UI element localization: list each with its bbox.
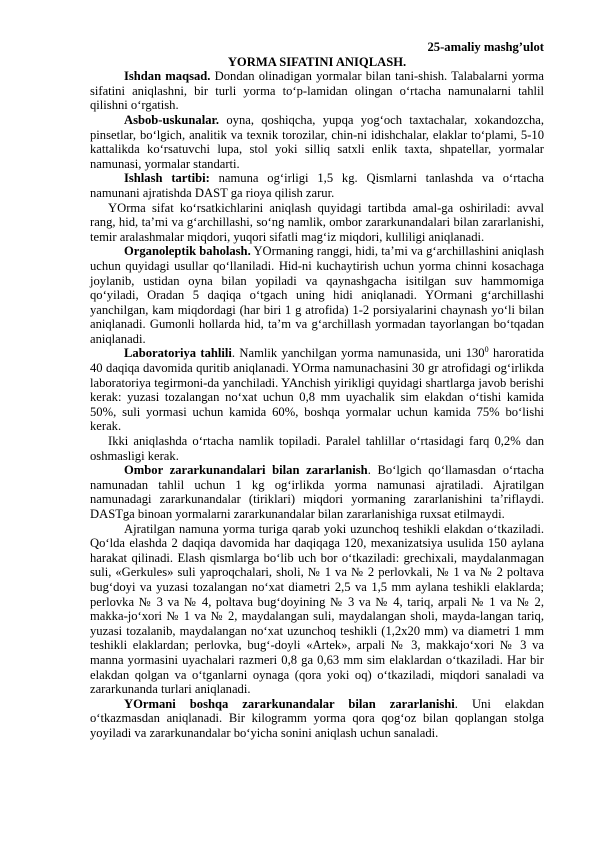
procedure-label: Ishlash tartibi: bbox=[124, 171, 210, 186]
goal-text: Dondan olinadigan yormalar bilan tani-shish. Talabalarni yorma sifatini aniqlashni, bir turli yorma to‘p-lamidan olingan o‘rtacha namunalarni tahlil qilishni o‘rgatish. bbox=[90, 69, 544, 113]
equipment-text: oyna, qoshiqcha, yupqa yog‘och taxtachalar, xokandozcha, pinsetlar, bo‘lgich, analitik va texnik torozilar, chin-ni idishchalar, elaklar to‘plami, 5-10 kattalikda ko‘rsatuvchi lupa, stol yoki silliq satxli enlik taxta, shpatellar, yormalar namunasi, yormalar standarti. bbox=[90, 112, 544, 171]
procedure-text: namuna og‘irligi 1,5 kg. Qismlarni tanlashda va o‘rtacha namunani ajratishda DAST ga rioya qilish zarur. bbox=[90, 171, 544, 200]
document-title: YORMA SIFATINI ANIQLASH. bbox=[227, 54, 407, 69]
storage-pests-text: . Bo‘lgich qo‘llamasdan o‘rtacha namunadan tahlil uchun 1 kg og‘irlikda yorma namunasi ajratiladi. Ajratilgan namunadagi zararkunandalar (tiriklari) miqdori yormaning zararlanishini ta’riflaydi. DASTga binoan yormalarni zararkunandalar bilan zararlanishiga ruxsat etilmaydi. bbox=[90, 463, 544, 521]
paragraph-organoleptic bbox=[90, 244, 544, 346]
lesson-number: 25-amaliy mashg’ulot bbox=[427, 40, 544, 54]
other-pests-text: . Uni elakdan o‘tkazmasdan aniqlanadi. Bir kilogramm yorma qora qog‘oz bilan qoplangan stolga yoyiladi va zararkunandalar bo‘yicha sonini aniqlash uchun sanaladi. bbox=[90, 696, 544, 740]
laboratory-label: Laboratoriya tahlili bbox=[124, 346, 232, 361]
laboratory-text-a: . Namlik yanchilgan yorma namunasida, uni 130 bbox=[231, 346, 485, 361]
storage-pests-label: Ombor zararkunandalari bilan zararlanish bbox=[124, 463, 368, 478]
paragraph-moisture-average: Ikki aniqlashda o‘rtacha namlik topiladi. Paralel tahlillar o‘rtasidagi farq 0,2% dan oshmasligi kerak. bbox=[90, 434, 544, 463]
degree-superscript: 0 bbox=[484, 345, 489, 355]
organoleptic-label: Organoleptik baholash. bbox=[124, 244, 251, 259]
paragraph-equipment bbox=[90, 113, 544, 171]
other-pests-label: YOrmani boshqa zararkunandalar bilan zararlanishi bbox=[124, 696, 455, 711]
paragraph-other-pests bbox=[90, 697, 544, 741]
goal-label: Ishdan maqsad. bbox=[124, 69, 211, 84]
equipment-label: Asbob-uskunalar. bbox=[124, 112, 220, 127]
paragraph-goal bbox=[90, 69, 544, 113]
paragraph-laboratory bbox=[90, 346, 544, 434]
organoleptic-text: YOrmaning ranggi, hidi, ta’mi va g‘archillashini aniqlash uchun quyidagi usullar qo‘llaniladi. Hid-ni kuchaytirish uchun yorma chinni kosachaga joylanib, ustidan oyna bilan yopiladi va qaynashgacha isitilgan suv hammomiga qo‘yiladi, Oradan 5 daqiqa o‘tgach uning hidi aniqlanadi. YOrmani g‘archillashi yanchilgan, kam miqdordagi (har biri 1 g atrofida) 1-2 porsiyalarini chaynash yo‘li bilan aniqlanadi. Gumonli hollarda hid, ta’m va g‘archillash yormadan tayorlangan bo‘tqadan aniqlanadi. bbox=[90, 244, 544, 346]
paragraph-storage-pests bbox=[90, 463, 544, 521]
laboratory-text-b: haroratida 40 daqiqa davomida quritib aniqlanadi. YOrma namunachasini 30 gr atrofidagi og‘irlikda laboratoriya tegirmoni-da yanchiladi. YAnchish yirikligi quyidagi shartlarga javob berishi kerak: yuzasi tozalangan no‘xat uchun 0,8 mm uyachalik sim elakdan o‘tishi kamida 50%, suli yormasi uchun kamida 60%, boshqa yormalar uchun kamida 75% bo‘lishi kerak. bbox=[90, 346, 544, 434]
paragraph-sieving: Ajratilgan namuna yorma turiga qarab yoki uzunchoq teshikli elakdan o‘tkaziladi. Qo‘lda elashda 2 daqiqa davomida har daqiqaga 120, mexanizatsiya usulida 150 aylana harakat qilinadi. Elash qismlarga bo‘lib uch bor o‘tkaziladi: grechixali, maydalanmagan suli, «Gerkules» suli yaproqchalari, sholi, № 1 va № 2 perlovkali, № 1 va № 2 poltava bug‘doyi va yuzasi tozalangan no‘xat diametri 2,5 va 1,5 mm aylana teshikli elaklarda; perlovka № 3 va № 4, poltava bug‘doyining № 3 va № 4, tariq, arpali № 1 va № 2, makka-jo‘xori № 1 va № 2, maydalangan suli, maydalangan sholi, mayda-langan tariq, yuzasi tozalanib, maydalangan no‘xat uzunchoq teshikli (1,2x20 mm) va diametri 1 mm teshikli elaklardan; perlovka, bug‘-doyli «Artek», arpali № 3, makkajo‘xori № 3 va manna yormasini uyachalari razmeri 0,8 ga 0,63 mm sim elaklardan o‘tkaziladi. Har bir elakdan qolgan va o‘tganlarni oynaga (qora yoki oq) o‘tkaziladi, miqdori sanaladi va zararkunanda turlari aniqlanadi. bbox=[90, 521, 544, 697]
paragraph-procedure bbox=[90, 171, 544, 200]
paragraph-indicators: YOrma sifat ko‘rsatkichlarini aniqlash quyidagi tartibda amal-ga oshiriladi: avval rang, hid, ta’mi va g‘archillashi, so‘ng namlik, ombor zararkunandalari bilan zararlanishi, temir aralashmalar miqdori, yuqori sifatli mag‘iz miqdori, kulliligi aniqlanadi. bbox=[90, 200, 544, 244]
